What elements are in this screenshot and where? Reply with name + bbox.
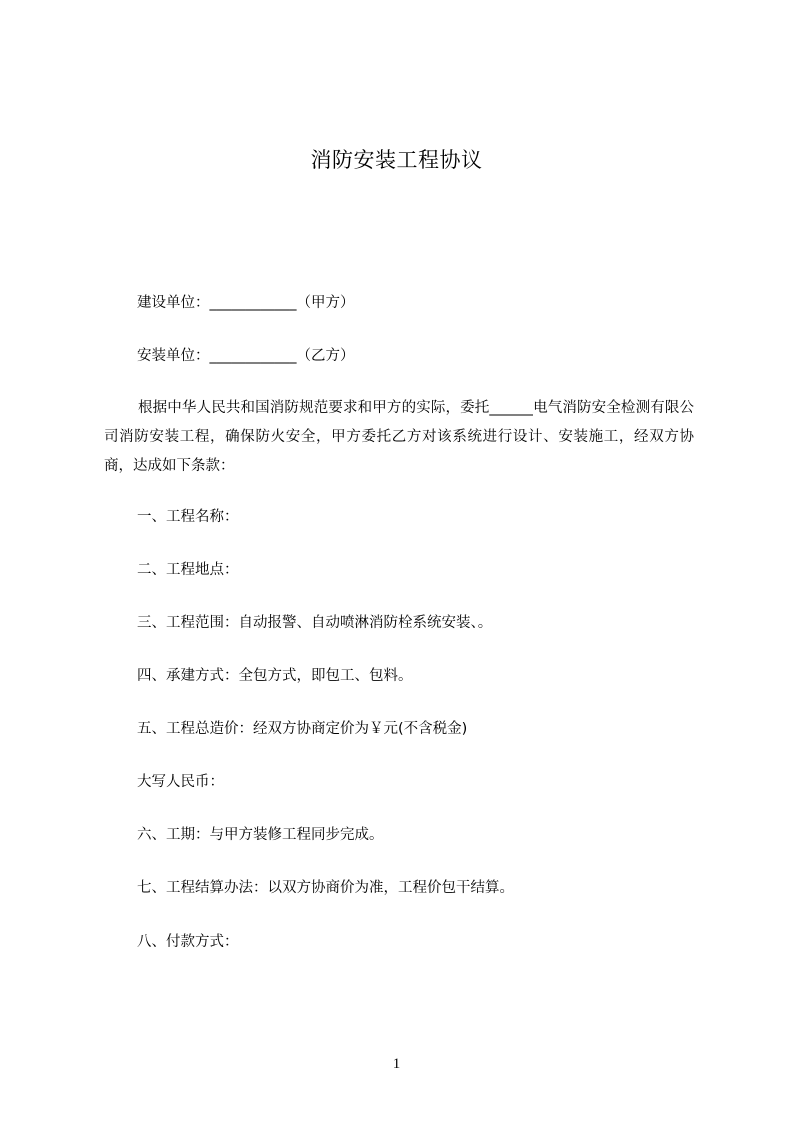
clause-1: 一、工程名称： <box>137 509 239 525</box>
party-b-line: 安装单位：____________（乙方） <box>137 348 355 364</box>
page-number: 1 <box>392 1056 401 1072</box>
clause-6: 六、工期：与甲方装修工程同步完成。 <box>137 827 384 843</box>
clause-7: 七、工程结算办法：以双方协商价为准，工程价包干结算。 <box>137 880 514 896</box>
party-a-line: 建设单位：____________（甲方） <box>137 295 355 311</box>
clause-5-amount: 大写人民币： <box>137 774 224 790</box>
clause-8: 八、付款方式： <box>137 934 239 950</box>
clause-5: 五、工程总造价：经双方协商定价为￥元(不含税金) <box>137 721 468 737</box>
clause-3: 三、工程范围：自动报警、自动喷淋消防栓系统安装、。 <box>137 615 493 631</box>
intro-paragraph: 根据中华人民共和国消防规范要求和甲方的实际，委托______电气消防安全检测有限公司消防安装工程，确保防火安全，甲方委托乙方对该系统进行设计、安装施工，经双方协商，达成如下条款： <box>104 400 694 474</box>
clause-4: 四、承建方式：全包方式，即包工、包料。 <box>137 668 413 684</box>
document-title: 消防安装工程协议 <box>310 148 483 172</box>
clause-2: 二、工程地点： <box>137 562 239 578</box>
